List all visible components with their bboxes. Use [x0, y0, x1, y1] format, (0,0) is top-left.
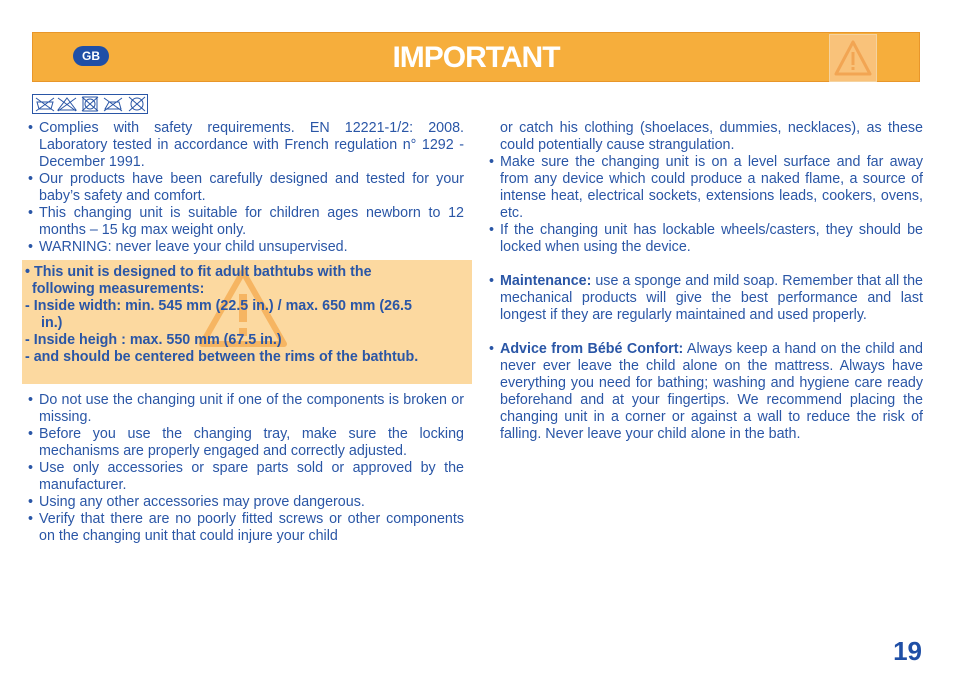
maintenance-text: use a sponge and mild soap. Remember that all the mechanical products will give the best performance and last longest if they are regularly maintained and used properly.	[500, 273, 923, 323]
language-badge: GB	[73, 46, 109, 66]
no-bleach-icon	[58, 98, 76, 111]
measurement-text	[25, 264, 467, 366]
list-item: • Verify that there are no poorly fitted screws or other components on the changing unit that could injure your child	[28, 511, 464, 545]
list-item: • If the changing unit has lockable wheels/casters, they should be locked when using the device.	[489, 222, 923, 256]
list-item: • Using any other accessories may prove dangerous.	[28, 494, 464, 511]
no-iron-icon	[104, 98, 122, 111]
no-dry-clean-icon	[129, 97, 145, 111]
list-item: • Before you use the changing tray, make sure the locking mechanisms are properly engaged and correctly adjusted.	[28, 426, 464, 460]
page-title: IMPORTANT	[392, 41, 560, 74]
highlight-line: • This unit is designed to fit adult bathtubs with the	[25, 264, 372, 280]
right-column	[489, 120, 923, 443]
list-item: • Use only accessories or spare parts sold or approved by the manufacturer.	[28, 460, 464, 494]
advice-label: Advice from Bébé Confort:	[500, 341, 684, 357]
left-column-bottom	[28, 392, 464, 545]
advice-paragraph	[489, 341, 923, 443]
highlight-line: following measurements:	[32, 281, 205, 297]
continuation-text: or catch his clothing (shoelaces, dummies, necklaces), as these could potentially cause strangulation.	[500, 120, 923, 153]
no-hand-wash-icon	[36, 98, 54, 111]
left-column-top	[28, 120, 464, 256]
list-item: • Make sure the changing unit is on a level surface and far away from any device which could produce a naked flame, a source of intense heat, electrical sockets, extensions leads, cookers, ovens, etc.	[489, 154, 923, 222]
maintenance-label: Maintenance:	[500, 273, 592, 289]
list-item: • Do not use the changing unit if one of the components is broken or missing.	[28, 392, 464, 426]
list-item: • Our products have been carefully designed and tested for your baby’s safety and comfort.	[28, 171, 464, 205]
header-banner	[32, 32, 920, 82]
highlight-line: in.)	[41, 315, 63, 331]
advice-text: Always keep a hand on the child and never ever leave the child alone on the mattress. Always have everything you need for bathing; washing and hygiene care ready beforehand and at your fingertips. We recommend placing the changing unit in a corner or against a wall to reduce the risk of falling. Never leave your child alone in the bath.	[500, 341, 923, 442]
care-symbols	[32, 94, 148, 114]
maintenance-paragraph	[489, 273, 923, 324]
highlight-line: - and should be centered between the rims of the bathtub.	[25, 349, 419, 365]
list-item: • This changing unit is suitable for children ages newborn to 12 months – 15 kg max weight only.	[28, 205, 464, 239]
list-item: • WARNING: never leave your child unsupervised.	[28, 239, 464, 256]
highlight-line: - Inside heigh : max. 550 mm (67.5 in.)	[25, 332, 282, 348]
no-tumble-dry-icon	[82, 97, 98, 111]
warning-triangle-icon	[829, 34, 877, 82]
list-item: • Complies with safety requirements. EN 12221-1/2: 2008. Laboratory tested in accordance with French regulation n° 1292 - December 1991.	[28, 120, 464, 171]
page-number: 19	[893, 636, 922, 666]
highlight-line: - Inside width: min. 545 mm (22.5 in.) / max. 650 mm (26.5	[25, 298, 412, 314]
